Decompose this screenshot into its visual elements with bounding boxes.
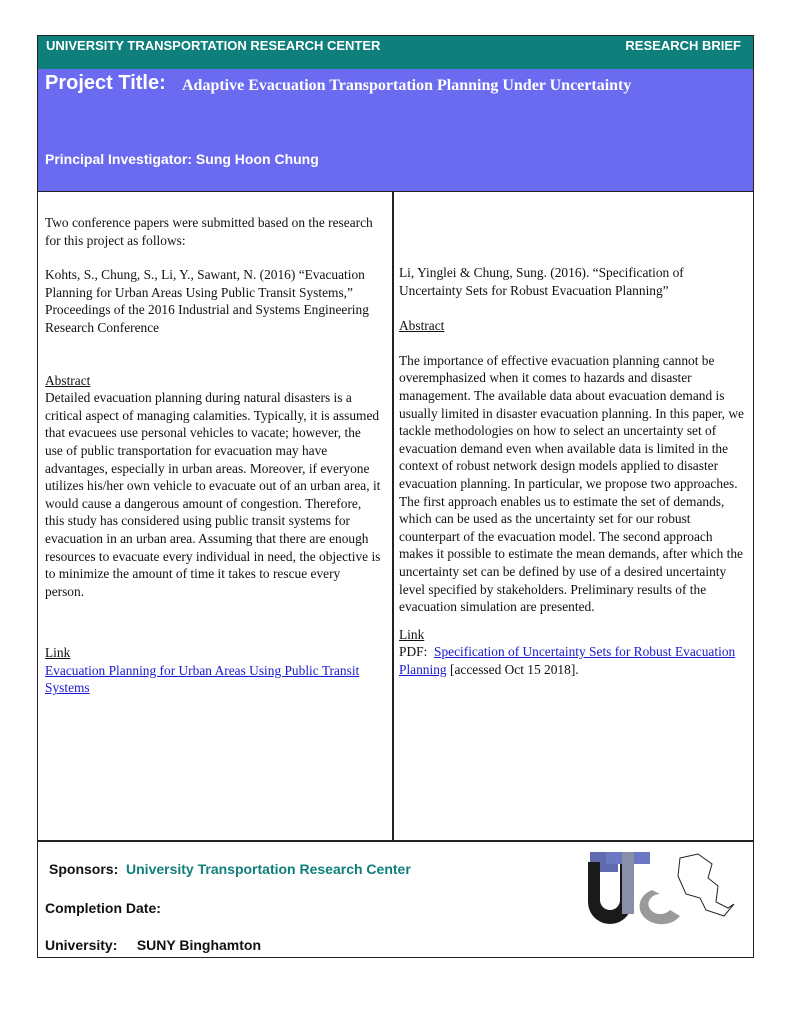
title-block [38,69,753,192]
left-abstract-heading: Abstract [45,372,91,388]
right-paper-link[interactable]: Specification of Uncertainty Sets for Robust Evacuation Planning [399,644,736,677]
left-link-heading: Link [45,645,71,661]
left-citation: Kohts, S., Chung, S., Li, Y., Sawant, N. (2016) “Evacuation Planning for Urban Areas Using Public Transit Systems,” Proceedings of the 2016 Industrial and Systems Engineering Research Conference [45,267,369,335]
right-abstract: The importance of effective evacuation planning cannot be overemphasized when it comes to hazards and disaster management. The available data about evacuation demand is usually limited in disaster evacuation planning. In this paper, we tackle methodologies on how to select an uncertainty set of evacuation demand even when available data is limited in the context of robust network design models applied to disaster evacuation planning. In particular, we propose two approaches. The first approach enables us to estimate the set of demands, which can be used as the uncertainty set for our robust counterpart of the evacuation model. The second approach makes it possible to estimate the mean demands, after which the uncertainty set can be defined by use of a desired uncertainty level specified by stakeholders. Preliminary results of the evacuation simulation are presented. [399,352,744,615]
completion-date-label: Completion Date: [45,900,161,916]
principal-investigator: Principal Investigator: Sung Hoon Chung [45,151,319,167]
research-brief-page [37,35,754,958]
left-column [45,214,381,697]
pdf-label: PDF: [399,644,428,660]
column-divider [392,192,394,840]
project-title: Adaptive Evacuation Transportation Planning Under Uncertainty [182,77,632,94]
doc-type: RESEARCH BRIEF [625,38,741,53]
university-line [45,937,261,953]
right-column [399,264,749,678]
sponsors-line [49,861,411,877]
sponsors-label: Sponsors: [49,861,119,877]
sponsors-value: University Transportation Research Center [126,861,411,877]
right-abstract-heading: Abstract [399,318,445,334]
footer-divider [38,840,753,842]
intro-text: Two conference papers were submitted based on the research for this project as follows: [45,215,373,248]
right-link-line [399,643,749,678]
right-link-heading: Link [399,626,425,642]
accessed-date: [accessed Oct 15 2018]. [449,661,579,677]
left-paper-link[interactable]: Evacuation Planning for Urban Areas Using Public Transit Systems [45,662,360,696]
header-bar [38,36,753,69]
project-label: Project Title: [45,72,166,94]
utrc-logo-icon [584,848,744,928]
org-name: UNIVERSITY TRANSPORTATION RESEARCH CENTER [46,38,381,53]
university-value: SUNY Binghamton [136,937,262,953]
left-abstract: Detailed evacuation planning during natural disasters is a critical aspect of managing calamities. Typically, it is assumed that evacuees use personal vehicles to vacate; however, the use of public transportation for evacuation may have advantages, especially in urban areas. Moreover, if everyone utilizes his/her own vehicle to evacuate out of an urban area, it would cause a dangerous amount of congestion. Therefore, this study has considered using public transit systems for evacuation in an urban area. Assuming that there are enough resources to evacuate every individual in need, the objective is to minimize the amount of time it takes to rescue every person. [45,390,381,599]
university-label: University: [45,937,118,953]
right-citation: Li, Yinglei & Chung, Sung. (2016). “Specification of Uncertainty Sets for Robust Evacuation Planning” [399,265,684,298]
